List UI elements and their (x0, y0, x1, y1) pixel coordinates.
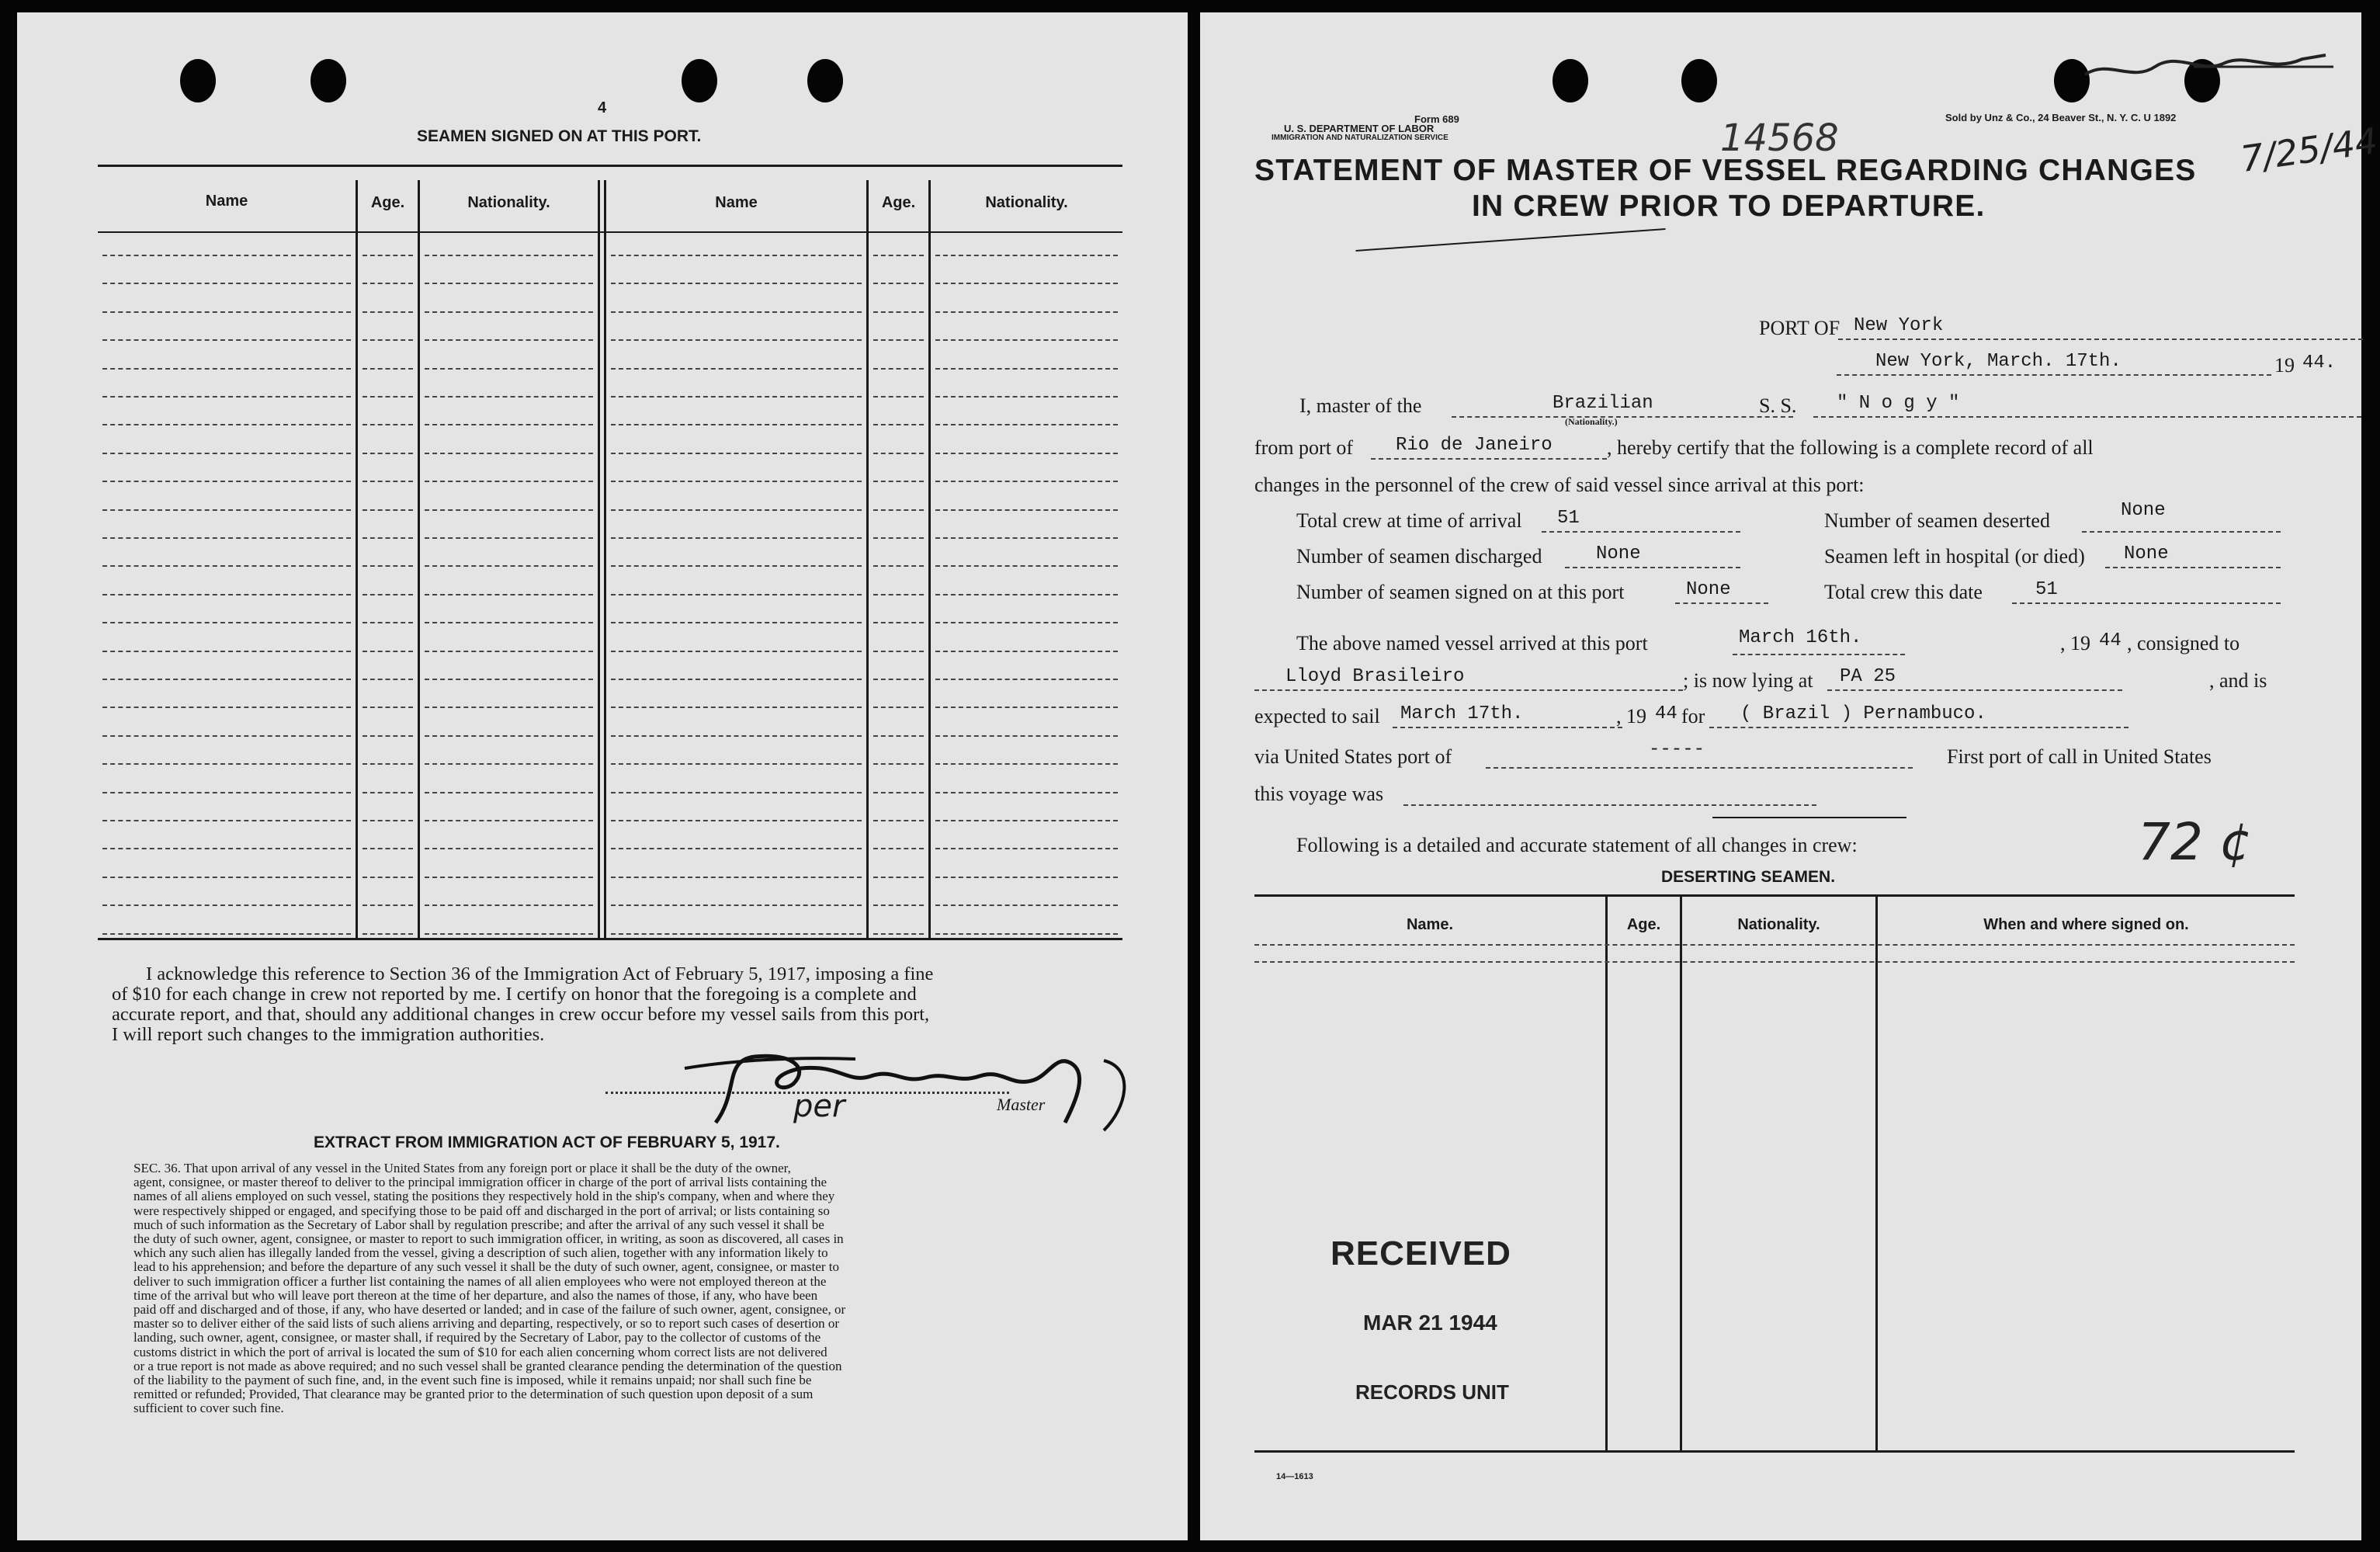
punch-hole (807, 59, 843, 102)
master-signature (669, 1022, 1166, 1138)
arrived-year: 44 (2099, 630, 2122, 651)
table-row-rule (935, 820, 1118, 821)
date-field (1837, 351, 2271, 376)
table-top-rule (98, 165, 1122, 167)
ship-value: " N o g y " (1837, 393, 1960, 414)
table-row-rule (363, 339, 413, 341)
seller: Sold by Unz & Co., 24 Beaver St., N. Y. C. U 1892 (1945, 112, 2177, 123)
table-row-rule (935, 651, 1118, 652)
table-row-rule (425, 877, 593, 878)
extract-line: time of the arrival but who will leave port thereon at the time of her departure, and also the names of those, if any, who have been (134, 1287, 818, 1303)
table-row-rule (873, 933, 924, 935)
table-row-rule (363, 622, 413, 623)
handwritten-number: 14568 (1720, 116, 1839, 160)
arrived-label: The above named vessel arrived at this port (1296, 632, 1648, 654)
table-row-rule (363, 396, 413, 398)
column-divider (928, 180, 931, 938)
discharged-field (1565, 543, 1740, 568)
discharged-value: None (1596, 543, 1641, 564)
table-row-rule (425, 509, 593, 511)
table-row-rule (102, 792, 351, 793)
table-row-rule (102, 368, 351, 370)
table-row-rule (611, 481, 862, 482)
table-row-rule (611, 311, 862, 313)
lying-field (1827, 666, 2122, 691)
table-row-rule (363, 877, 413, 878)
table-row-rule (102, 820, 351, 821)
extract-line: much of such information as the Secretary of Labor shall by regulation prescribe; and after the arrival of any such vessel it shall be (134, 1217, 824, 1232)
table-row-rule (873, 255, 924, 256)
hospital-field (2105, 543, 2281, 568)
table-row-rule (611, 424, 862, 425)
table-row-rule (102, 509, 351, 511)
expected-year-prefix: , 19 (1616, 705, 1646, 727)
table-row-rule (102, 565, 351, 567)
extract-line: the duty of such owner, agent, consignee, or master to report to such immigration officer, in writing, as soon as discovered, all cases in (134, 1231, 844, 1247)
table-row-rule (611, 679, 862, 680)
table-row-rule (611, 651, 862, 652)
table-row-rule (873, 283, 924, 284)
expected-year: 44 (1655, 703, 1677, 724)
deserted-field (2082, 500, 2281, 533)
table-row-rule (873, 311, 924, 313)
column-header: Age. (370, 194, 405, 211)
table-row-rule (935, 933, 1118, 935)
deserted-label: Number of seamen deserted (1824, 509, 2050, 532)
table-row-rule (611, 283, 862, 284)
table-row-rule (363, 453, 413, 454)
handwritten-note: 72 ¢ (2138, 812, 2252, 872)
page-number: 4 (598, 99, 607, 116)
date-value: New York, March. 17th. (1875, 351, 2122, 372)
extract-line: were respectively shipped or engaged, and specifying those to be paid off and discharged in the port of arrival; or lists containing so (134, 1203, 830, 1218)
punch-hole (1553, 59, 1588, 102)
form-number: Form 689 (1414, 113, 1459, 125)
column-header: Name (205, 193, 248, 210)
table-row-rule (425, 311, 593, 313)
table-top-rule (1254, 894, 2295, 897)
table-row-rule (425, 565, 593, 567)
acknowledgement-line: accurate report, and that, should any additional changes in crew occur before my vessel sails from this port, (112, 1004, 930, 1025)
column-divider (598, 180, 600, 938)
table-row-rule (935, 255, 1118, 256)
extract-line: of the liability to the payment of such fine, and, in the event such fine is imposed, while it remains unpaid; nor shall such fine be (134, 1373, 812, 1388)
table-row-rule (611, 622, 862, 623)
from-port-value: Rio de Janeiro (1396, 435, 1553, 456)
via-label: via United States port of (1254, 745, 1452, 768)
changes-text: changes in the personnel of the crew of said vessel since arrival at this port: (1254, 474, 1865, 496)
table-row-rule (363, 904, 413, 906)
table-row-rule (425, 735, 593, 737)
table-row-rule (363, 792, 413, 793)
table-row-rule (935, 368, 1118, 370)
ss-label: S. S. (1759, 394, 1797, 417)
table-row-rule (425, 255, 593, 256)
total-arrival-field (1542, 508, 1740, 533)
first-port-label: First port of call in United States (1947, 745, 2212, 768)
nationality-field (1452, 393, 1793, 418)
column-header: Name (715, 194, 758, 211)
table-row-rule (935, 792, 1118, 793)
table-row-rule (873, 565, 924, 567)
table-row-rule (425, 651, 593, 652)
table-row-rule (425, 396, 593, 398)
table-row-rule (935, 622, 1118, 623)
table-row-rule (611, 453, 862, 454)
table-row-rule (425, 368, 593, 370)
table-row-rule (935, 396, 1118, 398)
table-row-rule (935, 679, 1118, 680)
handwritten-scribble (2077, 43, 2341, 90)
table-row-rule (935, 904, 1118, 906)
table-row-rule (425, 283, 593, 284)
certify-text: , hereby certify that the following is a complete record of all (1607, 436, 2094, 459)
table-row-rule (102, 396, 351, 398)
year-prefix: 19 (2274, 354, 2295, 377)
right-page (1200, 12, 2380, 1540)
destination-value: ( Brazil ) Pernambuco. (1740, 703, 1986, 724)
extract-line: agent, consignee, or master thereof to deliver to the principal immigration officer in charge of the port of arrival lists containing the (134, 1175, 827, 1190)
column-divider (418, 180, 420, 938)
total-arrival-value: 51 (1557, 508, 1580, 529)
table-row-rule (611, 763, 862, 765)
acknowledgement-line: I will report such changes to the immigration authorities. (112, 1024, 545, 1045)
table-row-rule (611, 368, 862, 370)
table-bottom-rule (98, 938, 1122, 940)
column-divider (1605, 894, 1608, 1450)
table-row-rule (611, 933, 862, 935)
table-row-rule (363, 679, 413, 680)
deserted-value: None (2121, 500, 2166, 521)
table-row-rule (873, 707, 924, 708)
table-row (1254, 961, 2295, 963)
extract-line: names of all aliens employed on such vessel, stating the positions they respectively hold in the ship's company, when and where they (134, 1189, 835, 1204)
left-title: SEAMEN SIGNED ON AT THIS PORT. (417, 127, 702, 145)
title-line-1: STATEMENT OF MASTER OF VESSEL REGARDING CHANGES (1254, 154, 2197, 187)
column-header: Nationality. (985, 194, 1068, 211)
extract-line: or a true report is not made as above required; and no such vessel shall be granted clearance pending the determination of the question (134, 1358, 842, 1373)
table-row-rule (363, 707, 413, 708)
table-row-rule (611, 877, 862, 878)
table-row-rule (363, 763, 413, 765)
table-row-rule (425, 933, 593, 935)
year-value: 44. (2302, 352, 2337, 373)
expected-field (1393, 703, 1622, 728)
table-row-rule (935, 339, 1118, 341)
extract-line: landing, such owner, agent, consignee, or master shall, if required by the Secretary of Labor, pay to the collector of customs of the (134, 1330, 821, 1345)
table-row-rule (363, 565, 413, 567)
table-row-rule (102, 424, 351, 425)
lying-label: ; is now lying at (1683, 669, 1813, 692)
table-row-rule (363, 933, 413, 935)
table-row-rule (363, 368, 413, 370)
table-row-rule (611, 904, 862, 906)
table-row-rule (363, 255, 413, 256)
via-value: ----- (1649, 739, 1705, 760)
arrived-year-prefix: , 19 (2060, 632, 2090, 654)
table-row-rule (611, 820, 862, 821)
column-header: Name. (1406, 916, 1454, 933)
master-label: I, master of the (1299, 394, 1422, 417)
table-row-rule (363, 848, 413, 849)
table-row-rule (873, 622, 924, 623)
column-header: Age. (881, 194, 916, 211)
signed-on-field (1675, 579, 1768, 604)
table-row-rule (102, 594, 351, 595)
table-row-rule (873, 735, 924, 737)
column-divider (1680, 894, 1682, 1450)
table-row-rule (363, 651, 413, 652)
hospital-value: None (2124, 543, 2169, 564)
expected-value: March 17th. (1400, 703, 1524, 724)
signed-on-label: Number of seamen signed on at this port (1296, 581, 1625, 603)
table-row-rule (611, 792, 862, 793)
table-row-rule (935, 283, 1118, 284)
table-row-rule (363, 481, 413, 482)
table-row-rule (363, 537, 413, 539)
extract-line: SEC. 36. That upon arrival of any vessel in the United States from any foreign port or place it shall be the duty of the owner, (134, 1161, 791, 1175)
table-row-rule (102, 707, 351, 708)
total-arrival-label: Total crew at time of arrival (1296, 509, 1522, 532)
table-row-rule (102, 339, 351, 341)
table-row-rule (102, 848, 351, 849)
service: IMMIGRATION AND NATURALIZATION SERVICE (1272, 134, 1448, 142)
table-row-rule (363, 424, 413, 425)
footer-code: 14—1613 (1276, 1472, 1313, 1481)
port-value: New York (1854, 315, 1944, 336)
punch-hole (180, 59, 216, 102)
table-row-rule (363, 594, 413, 595)
table-row-rule (873, 594, 924, 595)
table-row-rule (873, 848, 924, 849)
extract-line: paid off and discharged and of those, if any, who have deserted or landed; and in case of the failure of such owner, agent, consignee, or (134, 1302, 846, 1318)
table-row-rule (935, 453, 1118, 454)
table-row-rule (102, 651, 351, 652)
table-row-rule (611, 565, 862, 567)
destination-field (1709, 703, 2128, 728)
table-row-rule (873, 651, 924, 652)
table-row-rule (425, 424, 593, 425)
table-row-rule (873, 424, 924, 425)
table-row-rule (425, 481, 593, 482)
consigned-label: , consigned to (2127, 632, 2240, 654)
table-row-rule (935, 763, 1118, 765)
table-row-rule (363, 311, 413, 313)
table-row-rule (425, 792, 593, 793)
punch-hole (682, 59, 717, 102)
table-row-rule (935, 594, 1118, 595)
arrived-value: March 16th. (1739, 627, 1862, 648)
extract-line: lead to his apprehension; and before the departure of any such vessel it shall be the duty of such owner, agent, consignee, or master to (134, 1259, 840, 1275)
stamp-received: RECEIVED (1331, 1234, 1511, 1273)
ship-field (1813, 393, 2361, 418)
expected-label: expected to sail (1254, 705, 1380, 727)
table-row-rule (102, 933, 351, 935)
table-row-rule (873, 537, 924, 539)
table-row-rule (425, 622, 593, 623)
table-row-rule (873, 509, 924, 511)
table-row-rule (102, 877, 351, 878)
arrived-field (1733, 627, 1905, 655)
table-row-rule (102, 453, 351, 454)
table-row-rule (425, 339, 593, 341)
extract-line: remitted or refunded; Provided, That clearance may be granted prior to the determination of such question upon deposit of a sum (134, 1387, 814, 1402)
table-row-rule (873, 820, 924, 821)
department: U. S. DEPARTMENT OF LABOR (1284, 123, 1435, 134)
following-text: Following is a detailed and accurate statement of all changes in crew: (1296, 834, 1858, 856)
table-row-rule (611, 594, 862, 595)
extract-line: sufficient to cover such fine. (134, 1401, 284, 1416)
consignee-field (1254, 666, 1683, 691)
stamp-unit: RECORDS UNIT (1355, 1380, 1509, 1404)
table-row-rule (611, 255, 862, 256)
table-row-rule (102, 735, 351, 737)
column-divider (604, 180, 606, 938)
table-row-rule (102, 311, 351, 313)
table-row-rule (935, 707, 1118, 708)
via-field (1486, 739, 1913, 769)
table-bottom-rule (1254, 1450, 2295, 1453)
table-row-rule (102, 763, 351, 765)
nationality-value: Brazilian (1553, 393, 1653, 414)
table-row-rule (425, 904, 593, 906)
table-row-rule (873, 904, 924, 906)
table-row-rule (102, 537, 351, 539)
signed-on-value: None (1686, 579, 1731, 600)
table-row-rule (873, 481, 924, 482)
and-is-label: , and is (2209, 669, 2267, 692)
table-row-rule (611, 707, 862, 708)
table-row-rule (935, 565, 1118, 567)
table-row-rule (425, 820, 593, 821)
table-row-rule (425, 763, 593, 765)
table-row-rule (102, 481, 351, 482)
table-row-rule (935, 877, 1118, 878)
for-label: for (1681, 705, 1705, 727)
table-row-rule (611, 537, 862, 539)
extract-line: master so to deliver either of the said lists of such aliens arriving and departing, respectively, or so to report such cases of desertion or (134, 1316, 840, 1332)
table-row-rule (425, 453, 593, 454)
handwritten-date: 7/25/44 (2238, 119, 2380, 181)
table-row-rule (873, 763, 924, 765)
table-row-rule (935, 311, 1118, 313)
table-row-rule (363, 820, 413, 821)
extract-title: EXTRACT FROM IMMIGRATION ACT OF FEBRUARY 5, 1917. (314, 1134, 780, 1151)
table-row-rule (425, 537, 593, 539)
table-row-rule (873, 792, 924, 793)
short-rule (1712, 817, 1906, 818)
nationality-caption: (Nationality.) (1565, 416, 1618, 427)
table-row-rule (363, 509, 413, 511)
title-underline (1355, 228, 1665, 252)
column-divider (1875, 894, 1878, 1450)
title-line-2: IN CREW PRIOR TO DEPARTURE. (1472, 189, 1986, 223)
total-date-field (2012, 579, 2281, 604)
table-row-rule (873, 453, 924, 454)
table-row-rule (102, 904, 351, 906)
table-row-rule (425, 707, 593, 708)
table-row-rule (102, 622, 351, 623)
column-divider (356, 180, 358, 938)
extract-line: customs district in which the port of arrival is located the sum of $10 for each alien concerning whom correct lists are not delivered (134, 1344, 827, 1359)
table-row-rule (102, 679, 351, 680)
table-row-rule (425, 594, 593, 595)
column-header: When and where signed on. (1983, 916, 2189, 933)
master-label: Master (997, 1095, 1046, 1114)
extract-line: deliver to such immigration officer a further list containing the names of all alien employees who were not employed thereon at the (134, 1273, 827, 1289)
hospital-label: Seamen left in hospital (or died) (1824, 545, 2085, 568)
total-date-value: 51 (2035, 579, 2058, 600)
lying-value: PA 25 (1840, 666, 1896, 687)
port-field (1838, 315, 2363, 340)
table-row-rule (611, 396, 862, 398)
consignee-value: Lloyd Brasileiro (1285, 666, 1465, 687)
voyage-label: this voyage was (1254, 783, 1384, 805)
column-header: Nationality. (1737, 916, 1820, 933)
table-row-rule (363, 283, 413, 284)
table-row-rule (102, 283, 351, 284)
table-row-rule (363, 735, 413, 737)
table-row-rule (611, 509, 862, 511)
from-port-field (1371, 435, 1607, 460)
extract-text (134, 1161, 1126, 1416)
deserting-title: DESERTING SEAMEN. (1661, 868, 1836, 886)
port-label: PORT OF (1759, 317, 1841, 339)
table-row-rule (935, 481, 1118, 482)
column-header: Age. (1626, 916, 1661, 933)
punch-hole (1681, 59, 1717, 102)
table-row-rule (935, 537, 1118, 539)
table-row-rule (611, 848, 862, 849)
punch-hole (311, 59, 346, 102)
acknowledgement-line: I acknowledge this reference to Section 36 of the Immigration Act of February 5, 1917, imposing a fine (146, 963, 934, 984)
left-page (17, 12, 1188, 1540)
voyage-field (1403, 781, 1816, 806)
table-row-rule (425, 679, 593, 680)
table-header-rule (98, 231, 1122, 233)
table-row-rule (935, 509, 1118, 511)
table-row-rule (935, 848, 1118, 849)
column-divider (866, 180, 869, 938)
table-row-rule (873, 368, 924, 370)
table-row-rule (935, 424, 1118, 425)
from-port-label: from port of (1254, 436, 1354, 459)
table-row-rule (873, 679, 924, 680)
table-row (1254, 944, 2295, 946)
discharged-label: Number of seamen discharged (1296, 545, 1542, 568)
extract-line: which any such alien has illegally landed from the vessel, giving a description of such alien, together with any information likely to (134, 1245, 828, 1261)
column-header: Nationality. (467, 194, 550, 211)
table-row-rule (873, 877, 924, 878)
table-row-rule (611, 339, 862, 341)
table-row-rule (102, 255, 351, 256)
stamp-date: MAR 21 1944 (1363, 1311, 1497, 1335)
table-row-rule (873, 396, 924, 398)
table-row-rule (611, 735, 862, 737)
table-row-rule (873, 339, 924, 341)
table-row-rule (425, 848, 593, 849)
total-date-label: Total crew this date (1824, 581, 1983, 603)
signature-per: per (793, 1088, 845, 1124)
table-row-rule (935, 735, 1118, 737)
acknowledgement-line: of $10 for each change in crew not reported by me. I certify on honor that the foregoing is a complete and (112, 984, 917, 1005)
